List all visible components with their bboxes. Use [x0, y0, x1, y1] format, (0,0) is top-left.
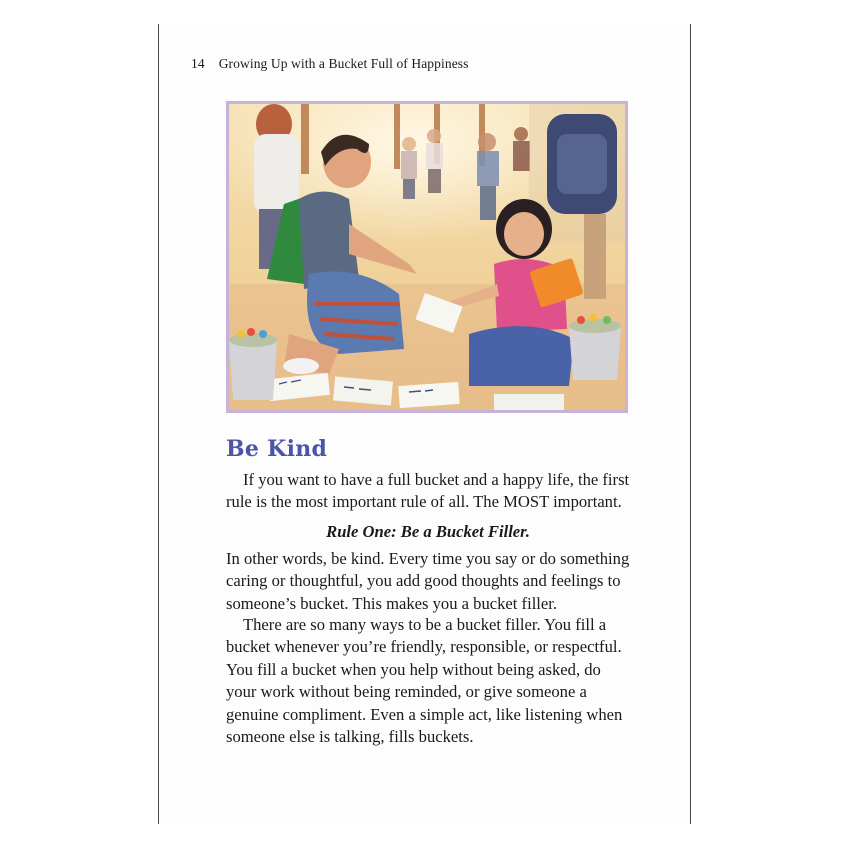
page-number: 14 [191, 56, 205, 71]
paragraph: In other words, be kind. Every time you say or do something caring or thoughtful, you add good thoughts and feelings to someone’s bucket. This makes you a bucket filler. [226, 549, 630, 613]
paragraph: There are so many ways to be a bucket filler. You fill a bucket whenever you’re friendly, responsible, or respectful. You fill a bucket when you help without being asked, do your work without being reminded, or give someone a genuine compliment. Even a simple act, like listening when someone else is talking, fills buckets. [226, 615, 623, 747]
book-title: Growing Up with a Bucket Full of Happiness [218, 56, 469, 71]
paragraph: If you want to have a full bucket and a happy life, the first rule is the most important rule of all. The MOST important. [226, 470, 630, 512]
rule-one: Rule One: Be a Bucket Filler. [326, 522, 530, 541]
section-heading: Be Kind [226, 436, 328, 462]
running-head [191, 56, 469, 72]
door-frame [394, 104, 400, 169]
bucket-right [569, 314, 621, 380]
illustration [226, 101, 628, 413]
illustration-art [229, 104, 625, 410]
bucket-left [229, 328, 277, 400]
door-frame [301, 104, 309, 174]
